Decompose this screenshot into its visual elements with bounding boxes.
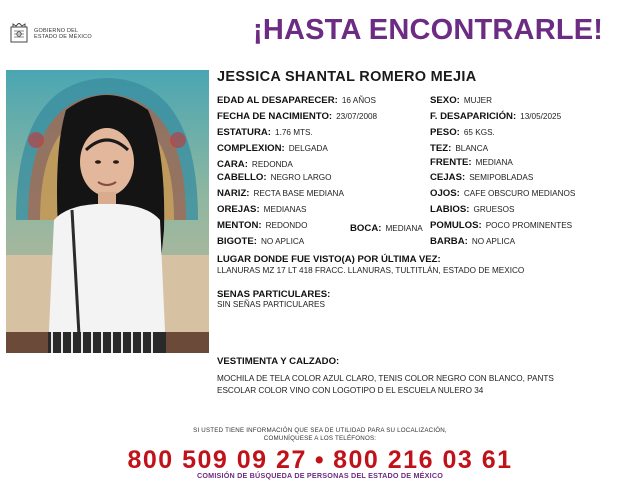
complexion-label: COMPLEXION: [217,143,285,154]
field-labios [430,205,514,215]
cabello-value: NEGRO LARGO [270,173,332,182]
pomulos-value: POCO PROMINENTES [485,221,573,230]
edad-value: 16 AÑOS [341,96,376,105]
fnac-value: 23/07/2008 [336,112,378,121]
field-ojos [430,189,575,199]
field-barba [430,237,515,247]
fdes-label: F. DESAPARICIÓN: [430,111,517,122]
estatura-label: ESTATURA: [217,127,272,138]
missing-person-photo [6,70,209,353]
cejas-value: SEMIPOBLADAS [469,173,534,182]
logo-line2: ESTADO DE MÉXICO [34,34,92,40]
government-logo [8,22,116,46]
field-fecha-desaparicion [430,112,561,122]
ojos-value: CAFE OBSCURO MEDIANOS [463,189,576,198]
commission-name: COMISIÓN DE BÚSQUEDA DE PERSONAS DEL ESTADO DE MÉXICO [196,471,444,480]
boca-label: BOCA: [350,223,382,234]
field-orejas [217,205,306,215]
phone-number-1[interactable]: 800 509 09 27 [127,446,307,474]
logo-line1: GOBIERNO DEL [34,27,79,34]
field-cejas [430,173,533,183]
field-edad [217,96,376,106]
menton-value: REDONDO [265,221,308,230]
sexo-label: SEXO: [430,95,460,106]
orejas-label: OREJAS: [217,204,260,215]
bigote-label: BIGOTE: [217,236,257,247]
logo-text [34,28,92,41]
complexion-value: DELGADA [288,144,328,153]
phone-separator: • [314,446,326,474]
clothing-line1: MOCHILA DE TELA COLOR AZUL CLARO, TENIS COLOR NEGRO CON BLANCO, PANTS [217,374,554,383]
cara-label: CARA: [217,159,248,170]
cara-value: REDONDA [251,160,293,169]
frente-label: FRENTE: [430,157,472,168]
field-sexo [430,96,492,106]
barba-value: NO APLICA [471,237,516,246]
menton-label: MENTON: [217,220,262,231]
sexo-value: MUJER [463,96,493,105]
person-name: JESSICA SHANTAL ROMERO MEJIA [217,69,477,85]
last-seen-title: LUGAR DONDE FUE VISTO(A) POR ÚLTIMA VEZ: [217,254,441,265]
field-frente [430,158,513,168]
info-note-line1: SI USTED TIENE INFORMACIÓN QUE SEA DE UTILIDAD PARA SU LOCALIZACIÓN, [193,427,447,434]
last-seen-text: LLANURAS MZ 17 LT 418 FRACC. LLANURAS, TULTITLÁN, ESTADO DE MEXICO [217,266,525,275]
phone-number-2[interactable]: 800 216 03 61 [333,446,513,474]
cabello-label: CABELLO: [217,172,267,183]
nariz-label: NARIZ: [217,188,250,199]
info-note-line2: COMUNÍQUESE A LOS TELÉFONOS: [263,435,377,442]
field-cara [217,160,293,170]
fnac-label: FECHA DE NACIMIENTO: [217,111,333,122]
orejas-value: MEDIANAS [263,205,307,214]
labios-value: GRUESOS [473,205,515,214]
tez-value: BLANCA [455,144,489,153]
field-peso [430,128,495,138]
headline: ¡HASTA ENCONTRARLE! [253,14,604,46]
marks-text: SIN SEÑAS PARTICULARES [217,300,325,309]
field-nariz [217,189,344,199]
estatura-value: 1.76 MTS. [275,128,313,137]
field-fecha-nacimiento [217,112,377,122]
field-tez [430,144,488,154]
edad-label: EDAD AL DESAPARECER: [217,95,338,106]
field-menton [217,221,307,231]
tez-label: TEZ: [430,143,452,154]
field-estatura [217,128,313,138]
ojos-label: OJOS: [430,188,460,199]
marks-title: SENAS PARTICULARES: [217,289,331,300]
boca-value: MEDIANA [385,224,423,233]
barba-label: BARBA: [430,236,468,247]
fdes-value: 13/05/2025 [520,112,562,121]
field-boca [350,224,423,234]
peso-value: 65 KGS. [463,128,495,137]
pomulos-label: POMULOS: [430,220,482,231]
peso-label: PESO: [430,127,460,138]
field-pomulos [430,221,572,231]
labios-label: LABIOS: [430,204,470,215]
bigote-value: NO APLICA [260,237,305,246]
photo-illustration [6,70,209,353]
clothing-title: VESTIMENTA Y CALZADO: [217,356,340,367]
field-cabello [217,173,332,183]
clothing-line2: ESCOLAR COLOR VINO CON LOGOTIPO D EL ESCUELA NULERO 34 [217,386,484,395]
field-bigote [217,237,304,247]
nariz-value: RECTA BASE MEDIANA [253,189,344,198]
cejas-label: CEJAS: [430,172,466,183]
state-seal-icon [8,23,30,45]
frente-value: MEDIANA [475,158,513,167]
field-complexion [217,144,328,154]
